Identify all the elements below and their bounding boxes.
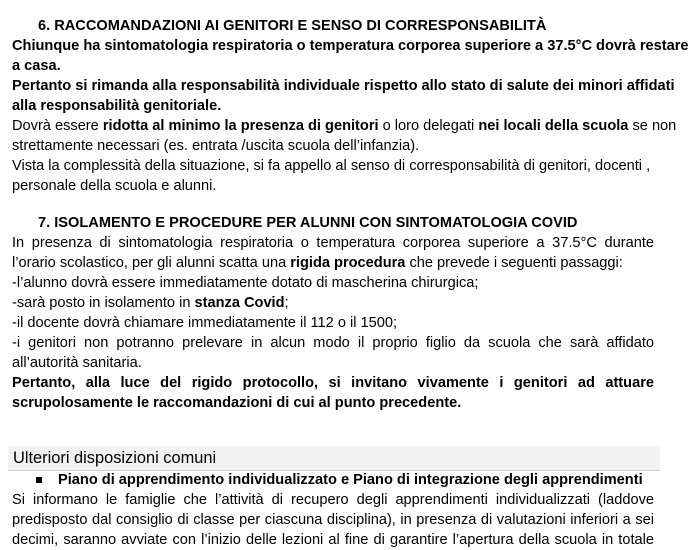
- paragraph-line-3: decimi, saranno avviate con l’inizio delle lezioni al fine di garantire l’apertura della scuola in totale: [12, 532, 654, 548]
- section-7-line-7: all’autorità sanitaria.: [12, 355, 142, 371]
- section-6-line-1: Chiunque ha sintomatologia respiratoria o temperatura corporea superiore a 37.5°C dovrà restare: [12, 38, 689, 54]
- section-6-line-5-part-4: nei locali della scuola: [478, 118, 629, 134]
- section-7-line-8: Pertanto, alla luce del rigido protocollo, si invitano vivamente i genitori ad attuare: [12, 375, 654, 391]
- section-7-line-3: -l’alunno dovrà essere immediatamente dotato di mascherina chirurgica;: [12, 275, 479, 291]
- section-6-line-8: personale della scuola e alunni.: [12, 178, 217, 194]
- bullet-item-title: Piano di apprendimento individualizzato e Piano di integrazione degli apprendimenti: [58, 472, 643, 488]
- section-7-line-2-part-2: rigida procedura: [290, 255, 406, 271]
- section-7-line-1: In presenza di sintomatologia respiratoria o temperatura corporea superiore a 37.5°C durante: [12, 235, 654, 251]
- section-7-line-9: scrupolosamente le raccomandazioni di cui al punto precedente.: [12, 395, 462, 411]
- paragraph-line-1: Si informano le famiglie che l’attività di recupero degli apprendimenti individualizzati (laddove: [12, 492, 654, 508]
- section-6-line-3: Pertanto si rimanda alla responsabilità individuale rispetto allo stato di salute dei minori affidati: [12, 78, 675, 94]
- section-6-line-6: strettamente necessari (es. entrata /uscita scuola dell’infanzia).: [12, 138, 420, 154]
- section-6-line-5-part-1: Dovrà essere: [12, 118, 103, 134]
- section-6-line-7: Vista la complessità della situazione, si fa appello al senso di corresponsabilità di genitori, docenti ,: [12, 158, 651, 174]
- section-7-line-2: [12, 253, 623, 273]
- section-7-line-4-part-2: stanza Covid: [194, 295, 285, 311]
- paragraph-line-2: predisposto dal consiglio di classe per ciascuna disciplina), in presenza di valutazioni inferiori a sei: [12, 512, 654, 528]
- section-7-line-6: -i genitori non potranno prelevare in alcun modo il proprio figlio da scuola che sarà affidato: [12, 335, 654, 351]
- section-7-line-2-part-1: l’orario scolastico, per gli alunni scatta una: [12, 255, 291, 271]
- section-7-line-4: [12, 293, 289, 313]
- section-6-line-5-part-3: o loro delegati: [378, 118, 479, 134]
- section-7-heading: 7. ISOLAMENTO E PROCEDURE PER ALUNNI CON SINTOMATOLOGIA COVID: [38, 215, 578, 231]
- section-6-line-5: [12, 116, 677, 136]
- section-title: Ulteriori disposizioni comuni: [13, 449, 217, 467]
- section-title-bar: [8, 446, 660, 471]
- section-6-heading: 6. RACCOMANDAZIONI AI GENITORI E SENSO DI CORRESPONSABILITÀ: [38, 18, 547, 34]
- section-7-line-2-part-3: che prevede i seguenti passaggi:: [405, 255, 623, 271]
- section-6-line-4: alla responsabilità genitoriale.: [12, 98, 222, 114]
- section-7-line-5: -il docente dovrà chiamare immediatamente il 112 o il 1500;: [12, 315, 398, 331]
- square-bullet-icon: [36, 477, 42, 483]
- section-6-line-5-part-2: ridotta al minimo la presenza di genitori: [102, 118, 379, 134]
- section-7-line-4-part-3: ;: [284, 295, 289, 311]
- section-7-line-4-part-1: -sarà posto in isolamento in: [12, 295, 195, 311]
- section-6-line-2: a casa.: [12, 58, 61, 74]
- section-6-line-5-part-5: se non: [628, 118, 677, 134]
